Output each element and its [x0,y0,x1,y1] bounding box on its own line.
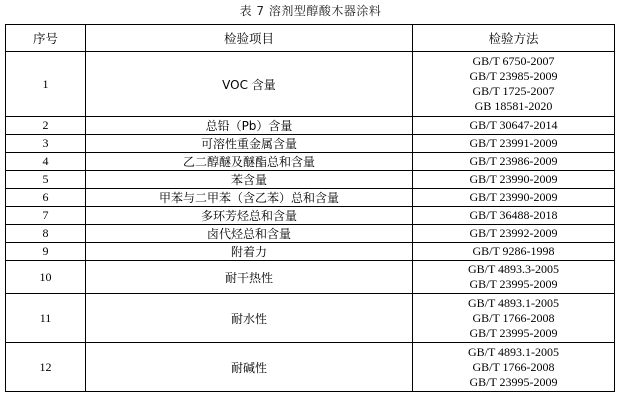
row-no: 12 [6,343,86,392]
method-line: GB/T 23990-2009 [469,190,558,204]
row-no: 6 [6,189,86,207]
row-no: 9 [6,243,86,261]
method-line: GB/T 23985-2009 [469,69,558,83]
method-line: GB/T 1766-2008 [472,359,555,374]
table-row [6,261,615,294]
table-row [6,294,615,343]
method-line: GB/T 23986-2009 [469,154,558,168]
method-line: GB/T 30647-2014 [469,118,558,132]
row-item: 多环芳烃总和含量 [86,207,413,225]
table-row [6,225,615,243]
row-methods [413,117,615,135]
header-item: 检验项目 [86,25,413,52]
row-no: 11 [6,294,86,343]
method-line: GB/T 36488-2018 [469,208,558,222]
table-row [6,189,615,207]
table-row [6,207,615,225]
method-line: GB/T 23992-2009 [469,226,558,240]
method-line: GB/T 4893.1-2005 [467,344,560,359]
row-item: 可溶性重金属含量 [86,135,413,153]
row-methods [413,52,615,117]
row-no: 10 [6,261,86,294]
row-no: 1 [6,52,86,117]
table-row [6,117,615,135]
method-line: GB/T 23991-2009 [469,136,558,150]
method-line: GB/T 23990-2009 [469,172,558,186]
row-item: 苯含量 [86,171,413,189]
row-item: 乙二醇醚及醚酯总和含量 [86,153,413,171]
table-row [6,171,615,189]
method-line: GB/T 4893.1-2005 [467,295,560,310]
method-line: GB/T 4893.3-2005 [467,262,560,276]
row-no: 7 [6,207,86,225]
method-line: GB/T 23995-2009 [469,325,558,340]
table-row [6,243,615,261]
row-item: 卤代烃总和含量 [86,225,413,243]
method-line: GB/T 1725-2007 [472,84,555,98]
row-no: 3 [6,135,86,153]
method-line: GB/T 9286-1998 [472,244,555,258]
test-methods-table [5,24,615,392]
table-row [6,153,615,171]
table-row [6,52,615,117]
row-methods [413,294,615,343]
row-methods [413,261,615,294]
row-item: 总铅（Pb）含量 [86,117,413,135]
row-methods [413,207,615,225]
row-item: 耐干热性 [86,261,413,294]
method-line: GB/T 23995-2009 [469,277,558,291]
row-methods [413,243,615,261]
row-methods [413,225,615,243]
row-no: 8 [6,225,86,243]
table-row [6,135,615,153]
table-caption: 表 7 溶剂型醇酸木器涂料 [239,4,382,18]
header-no: 序号 [6,25,86,52]
header-method: 检验方法 [413,25,615,52]
method-line: GB/T 6750-2007 [472,54,555,68]
row-methods [413,343,615,392]
row-methods [413,153,615,171]
row-methods [413,189,615,207]
row-item: 甲苯与二甲苯（含乙苯）总和含量 [86,189,413,207]
method-line: GB 18581-2020 [474,99,553,113]
row-no: 4 [6,153,86,171]
method-line: GB/T 1766-2008 [472,310,555,325]
row-no: 2 [6,117,86,135]
row-item: 耐碱性 [86,343,413,392]
row-methods [413,171,615,189]
header-row [6,25,615,52]
row-item: 附着力 [86,243,413,261]
table-row [6,343,615,392]
row-item: 耐水性 [86,294,413,343]
row-item: VOC 含量 [86,52,413,117]
method-line: GB/T 23995-2009 [469,374,558,389]
row-no: 5 [6,171,86,189]
row-methods [413,135,615,153]
